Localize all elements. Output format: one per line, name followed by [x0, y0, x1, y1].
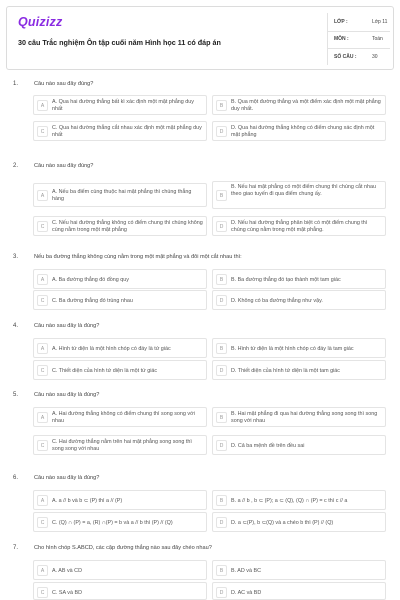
option-b[interactable]	[212, 269, 386, 289]
option-text: C. SA và BD	[52, 589, 82, 596]
question-number: 3.	[13, 254, 19, 260]
meta-row-subject	[334, 32, 394, 46]
question-number: 1.	[13, 81, 19, 87]
option-letter: D	[216, 126, 227, 137]
option-letter: C	[37, 517, 48, 528]
option-text: C. (Q) ∩ (P) = a, (R) ∩(P) = b và a // b thì (P) // (Q)	[52, 519, 173, 526]
option-letter: B	[216, 343, 227, 354]
option-d[interactable]	[212, 360, 386, 380]
option-d[interactable]	[212, 290, 386, 310]
option-text: A. Hai đường thẳng không có điểm chung thì song song với nhau	[52, 411, 195, 424]
option-letter: C	[37, 587, 48, 598]
option-b[interactable]	[212, 181, 386, 209]
option-text: D. AC và BD	[231, 589, 262, 596]
option-letter: B	[216, 190, 227, 201]
option-letter: D	[216, 221, 227, 232]
option-letter: A	[37, 190, 48, 201]
option-a[interactable]	[33, 183, 207, 207]
option-a[interactable]	[33, 95, 207, 115]
question-text: Câu nào sau đây là đúng?	[34, 323, 100, 329]
option-c[interactable]	[33, 360, 207, 380]
option-text: C. Hai đường thẳng nằm trên hai mặt phẳng song song thì song song với nhau	[52, 439, 192, 452]
option-letter: C	[37, 221, 48, 232]
option-letter: C	[37, 295, 48, 306]
option-text: B. Ba đường thẳng đó tạo thành một tam giác	[231, 276, 341, 283]
option-letter: D	[216, 440, 227, 451]
option-letter: D	[216, 587, 227, 598]
option-d[interactable]	[212, 512, 386, 532]
worksheet-meta	[327, 13, 389, 65]
option-text: D. Cả ba mệnh đề trên đều sai	[231, 442, 305, 449]
question-text: Câu nào sau đây đúng?	[34, 163, 94, 169]
option-letter: A	[37, 100, 48, 111]
option-letter: D	[216, 517, 227, 528]
option-text: D. a ⊂(P), b ⊂(Q) và a chéo b thì (P) // (Q)	[231, 519, 334, 526]
option-text: D. Thiết diện của hình tứ diện là một tam giác	[231, 367, 340, 374]
option-letter: D	[216, 295, 227, 306]
worksheet-header	[6, 6, 394, 70]
option-letter: A	[37, 412, 48, 423]
option-letter: D	[216, 365, 227, 376]
option-d[interactable]	[212, 121, 386, 141]
option-text: C. Nếu hai đường thẳng không có điểm chung thì chúng không cùng nằm trong một mặt phẳng	[52, 220, 203, 233]
question-number: 7.	[13, 545, 19, 551]
option-text: B. Qua một đường thẳng và một điểm xác định một mặt phẳng duy nhất.	[231, 99, 381, 112]
option-a[interactable]	[33, 560, 207, 580]
option-letter: B	[216, 100, 227, 111]
option-letter: A	[37, 495, 48, 506]
option-letter: B	[216, 274, 227, 285]
option-text: B. Nếu hai mặt phẳng có một điểm chung thì chúng cắt nhau theo giao tuyến đi qua điểm chung ấy.	[231, 184, 377, 197]
meta-key: SỐ CÂU :	[334, 54, 357, 60]
option-text: A. a // b và b ⊂ (P) thì a // (P)	[52, 497, 123, 504]
question-text: Câu nào sau đây đúng?	[34, 81, 94, 87]
option-c[interactable]	[33, 435, 207, 455]
option-text: A. Qua hai đường thẳng bất kì xác định một mặt phẳng duy nhất	[52, 99, 194, 112]
option-text: D. Nếu hai đường thẳng phân biệt có một điểm chung thì chúng cùng nằm trong một mặt phẳng.	[231, 220, 368, 233]
meta-row-count	[334, 50, 394, 64]
option-a[interactable]	[33, 338, 207, 358]
option-text: A. Hình tứ diện là một hình chóp có đáy là tứ giác	[52, 345, 171, 352]
question-number: 2.	[13, 163, 19, 169]
option-a[interactable]	[33, 269, 207, 289]
meta-key: MÔN :	[334, 36, 349, 42]
option-a[interactable]	[33, 407, 207, 427]
option-letter: A	[37, 274, 48, 285]
question-number: 6.	[13, 475, 19, 481]
option-text: B. Hai mặt phẳng đi qua hai đường thẳng song song thì song song với nhau	[231, 411, 378, 424]
option-b[interactable]	[212, 95, 386, 115]
question-text: Cho hình chóp S.ABCD, các cặp đường thẳng nào sau đây chéo nhau?	[34, 545, 212, 551]
option-letter: A	[37, 565, 48, 576]
option-text: D. Qua hai đường thẳng không có điểm chung xác định một mặt phẳng	[231, 125, 375, 138]
option-b[interactable]	[212, 490, 386, 510]
option-text: B. Hình tứ diện là một hình chóp có đáy là tam giác	[231, 345, 354, 352]
meta-value: Toán	[372, 36, 383, 42]
option-b[interactable]	[212, 407, 386, 427]
question-text: Câu nào sau đây là đúng?	[34, 475, 100, 481]
option-a[interactable]	[33, 490, 207, 510]
option-text: D. Không có ba đường thẳng như vậy.	[231, 297, 323, 304]
option-text: C. Thiết diện của hình tứ diện là một tứ giác	[52, 367, 158, 374]
option-text: B. AD và BC	[231, 567, 261, 574]
option-d[interactable]	[212, 435, 386, 455]
option-d[interactable]	[212, 582, 386, 600]
question-number: 4.	[13, 323, 19, 329]
meta-value: Lớp 11	[372, 19, 388, 25]
option-text: B. a // b , b ⊂ (P); a ⊂ (Q), (Q) ∩ (P) = c thì c // a	[231, 497, 348, 504]
option-c[interactable]	[33, 582, 207, 600]
option-b[interactable]	[212, 338, 386, 358]
option-text: C. Qua hai đường thẳng cắt nhau xác định một mặt phẳng duy nhất	[52, 125, 202, 138]
option-c[interactable]	[33, 121, 207, 141]
page-title: 30 câu Trắc nghiệm Ôn tập cuối năm Hình học 11 có đáp án	[18, 38, 221, 47]
divider	[328, 48, 390, 49]
option-letter: B	[216, 565, 227, 576]
option-text: C. Ba đường thẳng đó trùng nhau	[52, 297, 133, 304]
option-letter: C	[37, 440, 48, 451]
option-c[interactable]	[33, 512, 207, 532]
option-letter: C	[37, 126, 48, 137]
option-letter: A	[37, 343, 48, 354]
option-letter: C	[37, 365, 48, 376]
question-text: Câu nào sau đây là đúng?	[34, 392, 100, 398]
question-text: Nếu ba đường thẳng không cùng nằm trong một mặt phẳng và đôi một cắt nhau thì:	[34, 254, 242, 260]
question-number: 5.	[13, 392, 19, 398]
option-text: A. Ba đường thẳng đó đồng quy	[52, 276, 129, 283]
option-c[interactable]	[33, 216, 207, 236]
option-letter: B	[216, 495, 227, 506]
option-b[interactable]	[212, 560, 386, 580]
meta-key: LỚP :	[334, 19, 348, 25]
meta-row-class	[334, 15, 394, 29]
quizizz-logo: Quizizz	[18, 15, 63, 29]
option-letter: B	[216, 412, 227, 423]
option-text: A. AB và CD	[52, 567, 82, 574]
option-c[interactable]	[33, 290, 207, 310]
option-d[interactable]	[212, 216, 386, 236]
meta-value: 30	[372, 54, 378, 60]
option-text: A. Nếu ba điểm cùng thuộc hai mặt phẳng thì chúng thẳng hàng	[52, 189, 192, 202]
